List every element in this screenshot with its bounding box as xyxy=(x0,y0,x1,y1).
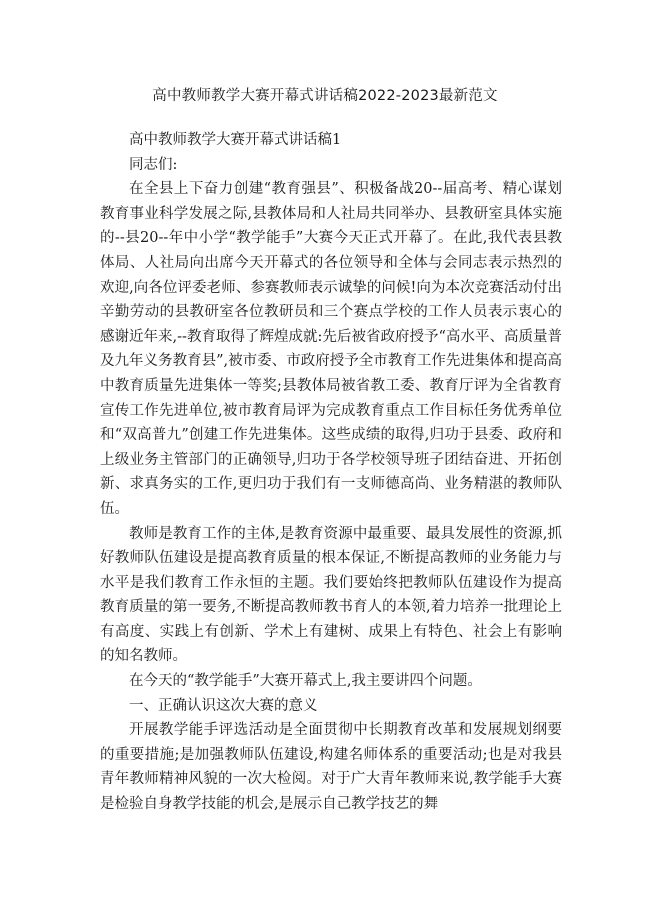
section-heading: 一、正确认识这次大赛的意义 xyxy=(129,697,318,714)
paragraph: 开展教学能手评选活动是全面贯彻中长期教育改革和发展规划纲要的重要措施;是加强教师队伍建设,构建名师体系的重要活动;也是对我县青年教师精神风貌的一次大检阅。对于广大青年教师来说,教学能手大赛是检验自身教学技能的机会,是展示自己教学技艺的舞 xyxy=(100,722,562,813)
paragraph: 教师是教育工作的主体,是教育资源中最重要、最具发展性的资源,抓好教师队伍建设是提高教育质量的根本保证,不断提高教师的业务能力与水平是我们教育工作永恒的主题。我们要始终把教师队伍建设作为提高教育质量的第一要务,不断提高教师教书育人的本领,着力培养一批理论上有高度、实践上有创新、学术上有建树、成果上有特色、社会上有影响的知名教师。 xyxy=(100,525,562,665)
section-subtitle: 高中教师教学大赛开幕式讲话稿1 xyxy=(129,132,342,148)
paragraph: 在全县上下奋力创建“教育强县”、积极备战20--届高考、精心谋划教育事业科学发展之际,县教体局和人社局共同举办、县教研室具体实施的--县20--年中小学“教学能手”大赛今天正式开幕了。在此,我代表县教体局、人社局向出席今天开幕式的各位领导和全体与会同志表示热烈的欢迎,向各位评委老师、参赛教师表示诚挚的问候!向为本次竞赛活动付出辛勤劳动的县教研室各位教研员和三个赛点学校的工作人员表示衷心的感谢近年来,--教育取得了辉煌成就:先后被省政府授予“高水平、高质量普及九年义务教育县”,被市委、市政府授予全市教育工作先进集体和提高高中教育质量先进集体一等奖;县教体局被省教工委、教育厅评为全省教育宣传工作先进单位,被市教育局评为完成教育重点工作目标任务优秀单位和“双高普九”创建工作先进集体。这些成绩的取得,归功于县委、政府和上级业务主管部门的正确领导,归功于各学校领导班子团结奋进、开拓创新、求真务实的工作,更归功于我们有一支师德高尚、业务精湛的教师队伍。 xyxy=(100,181,562,517)
document-body xyxy=(100,128,562,817)
salutation: 同志们: xyxy=(129,156,178,173)
document-title: 高中教师教学大赛开幕式讲话稿2022-2023最新范文 xyxy=(152,88,498,104)
paragraph: 在今天的“教学能手”大赛开幕式上,我主要讲四个问题。 xyxy=(129,673,482,690)
